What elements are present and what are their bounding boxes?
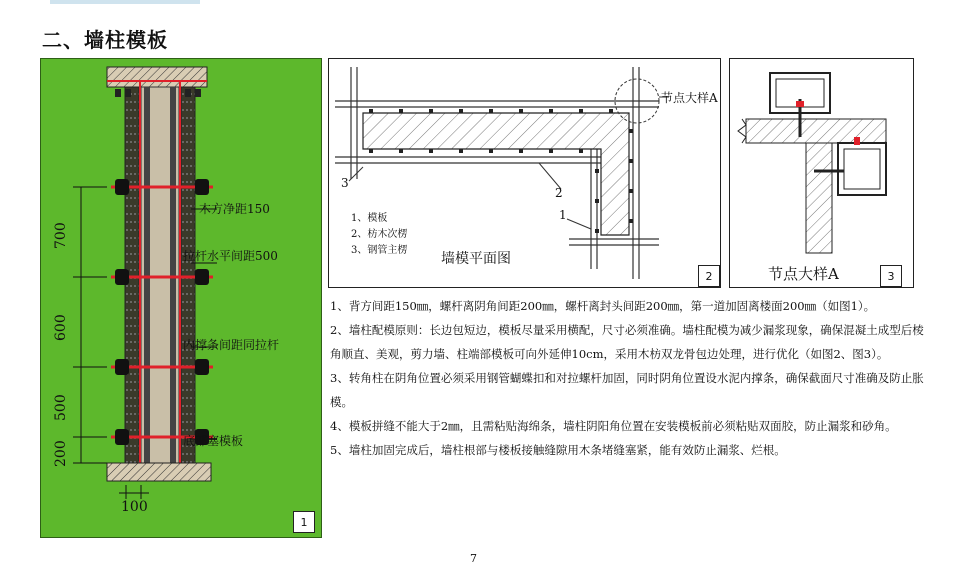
figure-1-number: 1 (293, 511, 315, 533)
note-2: 2、墙柱配模原则：长边包短边，模板尽量采用横配，尺寸必须准确。墙柱配模为减少漏浆现象，确保混凝土成型后棱角顺直、美观，剪力墙、柱端部模板可向外延伸10cm，采用木枋双龙骨包边处理，进行优化（如图2、图3）。 (330, 323, 924, 361)
note-1: 1、背方间距150㎜，螺杆离阴角间距200㎜，螺杆离封头间距200㎜，第一道加固离楼面200㎜（如图1）。 (330, 299, 876, 313)
fig1-label-rod-spacing: 拉杆水平间距500 (183, 249, 278, 263)
fig1-dim-700: 700 (53, 222, 69, 249)
fig2-marker-3: 3 (341, 176, 349, 190)
fig2-legend-1: 1、模板 (351, 213, 388, 224)
figure-3-node-detail-a (729, 58, 914, 288)
fig1-label-brace-spacing: 内撑条间距同拉杆 (183, 338, 280, 352)
note-5: 5、墙柱加固完成后，墙柱根部与楼板接触缝隙用木条堵缝塞紧，能有效防止漏浆、烂根。 (330, 443, 786, 457)
figure-2-wall-formwork-plan (328, 58, 721, 288)
fig2-callout-label: 节点大样A (661, 91, 718, 105)
note-4: 4、模板拼缝不能大于2㎜，且需粘贴海绵条，墙柱阴阳角位置在安装模板前必须粘贴双面胶，防止漏浆和砂角。 (330, 419, 897, 433)
figure-3-drawing (730, 59, 913, 287)
fig2-marker-1: 1 (559, 208, 567, 222)
fig1-label-base-plug: 底部塞模板 (183, 434, 244, 448)
fig3-title: 节点大样A (768, 265, 839, 283)
fig1-dim-500: 500 (53, 394, 69, 421)
figure-3-number: 3 (880, 265, 902, 287)
note-3: 3、转角柱在阴角位置必须采用钢管蝴蝶扣和对拉螺杆加固，同时阴角位置设水泥内撑条，确保截面尺寸准确及防止胀模。 (330, 371, 924, 409)
fig2-marker-2: 2 (555, 186, 563, 200)
header-accent-bar (50, 0, 200, 4)
fig2-legend-3: 3、钢管主楞 (351, 245, 408, 256)
construction-notes (330, 294, 926, 462)
fig2-title: 墙模平面图 (441, 251, 511, 267)
section-title: 二、墙柱模板 (42, 28, 168, 52)
fig1-dim-200: 200 (53, 440, 69, 467)
figure-1-drawing (41, 59, 321, 537)
page-number: 7 (470, 552, 477, 565)
figure-2-drawing (329, 59, 720, 287)
figure-2-number: 2 (698, 265, 720, 287)
fig2-legend-2: 2、枋木次楞 (351, 229, 408, 240)
fig1-label-wood-spacing: 木方净距150 (199, 202, 270, 216)
fig1-dim-600: 600 (53, 314, 69, 341)
fig1-dim-100: 100 (121, 499, 148, 515)
figure-1-wall-formwork-section (40, 58, 322, 538)
